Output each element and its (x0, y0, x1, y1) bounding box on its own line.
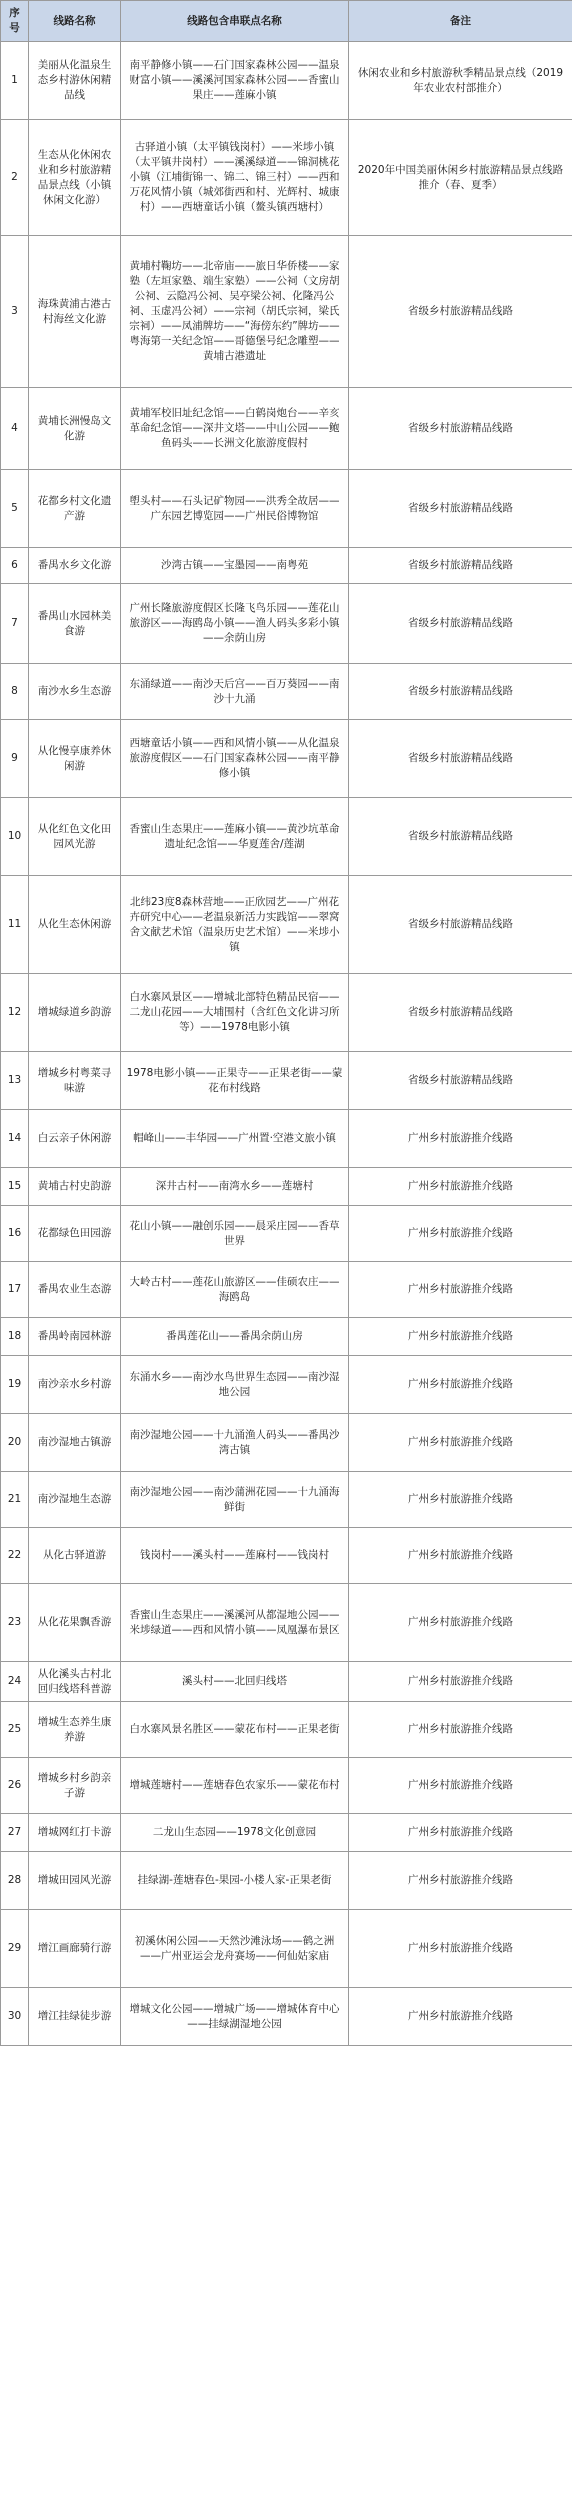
table-row (1, 1318, 572, 1356)
row-number: 21 (1, 1472, 29, 1528)
row-number: 7 (1, 584, 29, 664)
table-row (1, 470, 572, 548)
route-remark: 广州乡村旅游推介线路 (349, 1702, 572, 1758)
header-no: 序号 (1, 1, 29, 42)
row-number: 11 (1, 876, 29, 974)
route-name: 从化慢享康养休闲游 (29, 720, 121, 798)
table-row (1, 798, 572, 876)
table-row (1, 236, 572, 388)
route-remark: 省级乡村旅游精品线路 (349, 974, 572, 1052)
route-nodes: 增城文化公园——增城广场——增城体育中心——挂绿湖湿地公园 (121, 1988, 349, 2046)
route-name: 从化生态休闲游 (29, 876, 121, 974)
route-name: 南沙湿地古镇游 (29, 1414, 121, 1472)
table-row (1, 1758, 572, 1814)
route-nodes: 深井古村——南湾水乡——莲塘村 (121, 1168, 349, 1206)
row-number: 15 (1, 1168, 29, 1206)
route-nodes: 白水寨风景区——增城北部特色精品民宿——二龙山花园——大埔围村（含红色文化讲习所等）——1978电影小镇 (121, 974, 349, 1052)
route-remark: 广州乡村旅游推介线路 (349, 1528, 572, 1584)
header-route-name: 线路名称 (29, 1, 121, 42)
route-nodes: 花山小镇——融创乐园——晨采庄园——香草世界 (121, 1206, 349, 1262)
row-number: 22 (1, 1528, 29, 1584)
row-number: 26 (1, 1758, 29, 1814)
row-number: 19 (1, 1356, 29, 1414)
row-number: 12 (1, 974, 29, 1052)
route-nodes: 东涌水乡——南沙水鸟世界生态园——南沙湿地公园 (121, 1356, 349, 1414)
route-remark: 省级乡村旅游精品线路 (349, 388, 572, 470)
route-remark: 广州乡村旅游推介线路 (349, 1472, 572, 1528)
route-name: 增城生态养生康养游 (29, 1702, 121, 1758)
table-row (1, 876, 572, 974)
route-name: 增江画廊骑行游 (29, 1910, 121, 1988)
row-number: 3 (1, 236, 29, 388)
row-number: 20 (1, 1414, 29, 1472)
route-nodes: 南平静修小镇——石门国家森林公园——温泉财富小镇——溪溪河国家森林公园——香蜜山果庄——莲麻小镇 (121, 42, 349, 120)
route-name: 白云亲子休闲游 (29, 1110, 121, 1168)
route-nodes: 北纬23度8森林营地——正欣园艺——广州花卉研究中心——老温泉新活力实践馆——翠窝舍文献艺术馆（温泉历史艺术馆）——米埗小镇 (121, 876, 349, 974)
route-name: 黄埔古村史韵游 (29, 1168, 121, 1206)
header-nodes: 线路包含串联点名称 (121, 1, 349, 42)
table-row (1, 1052, 572, 1110)
route-nodes: 香蜜山生态果庄——莲麻小镇——黄沙坑革命遗址纪念馆——华夏莲舍/莲湖 (121, 798, 349, 876)
route-name: 番禺山水园林美食游 (29, 584, 121, 664)
route-remark: 省级乡村旅游精品线路 (349, 584, 572, 664)
route-nodes: 南沙湿地公园——南沙蒲洲花园——十九涌海鲜街 (121, 1472, 349, 1528)
route-remark: 省级乡村旅游精品线路 (349, 236, 572, 388)
row-number: 5 (1, 470, 29, 548)
route-name: 增城绿道乡韵游 (29, 974, 121, 1052)
table-row (1, 1852, 572, 1910)
table-row (1, 664, 572, 720)
route-remark: 广州乡村旅游推介线路 (349, 1988, 572, 2046)
row-number: 30 (1, 1988, 29, 2046)
row-number: 10 (1, 798, 29, 876)
route-remark: 广州乡村旅游推介线路 (349, 1758, 572, 1814)
table-row (1, 1662, 572, 1702)
route-name: 生态从化休闲农业和乡村旅游精品景点线（小镇休闲文化游） (29, 120, 121, 236)
table-row (1, 1262, 572, 1318)
route-nodes: 钱岗村——溪头村——莲麻村——钱岗村 (121, 1528, 349, 1584)
table-row (1, 1528, 572, 1584)
row-number: 6 (1, 548, 29, 584)
route-nodes: 西塘童话小镇——西和风情小镇——从化温泉旅游度假区——石门国家森林公园——南平静修小镇 (121, 720, 349, 798)
row-number: 9 (1, 720, 29, 798)
table-body (1, 42, 572, 2046)
table-row (1, 1910, 572, 1988)
route-remark: 广州乡村旅游推介线路 (349, 1910, 572, 1988)
route-nodes: 大岭古村——莲花山旅游区——佳硕农庄——海鸥岛 (121, 1262, 349, 1318)
route-name: 增城田园风光游 (29, 1852, 121, 1910)
route-remark: 休闲农业和乡村旅游秋季精品景点线（2019年农业农村部推介） (349, 42, 572, 120)
route-nodes: 南沙湿地公园——十九涌渔人码头——番禺沙湾古镇 (121, 1414, 349, 1472)
route-remark: 广州乡村旅游推介线路 (349, 1852, 572, 1910)
route-remark: 省级乡村旅游精品线路 (349, 1052, 572, 1110)
table-row (1, 974, 572, 1052)
row-number: 13 (1, 1052, 29, 1110)
row-number: 8 (1, 664, 29, 720)
row-number: 16 (1, 1206, 29, 1262)
route-name: 花都绿色田园游 (29, 1206, 121, 1262)
route-name: 增江挂绿徒步游 (29, 1988, 121, 2046)
route-remark: 省级乡村旅游精品线路 (349, 664, 572, 720)
route-name: 番禺农业生态游 (29, 1262, 121, 1318)
route-name: 番禺岭南园林游 (29, 1318, 121, 1356)
route-nodes: 1978电影小镇——正果寺——正果老街——蒙花布村线路 (121, 1052, 349, 1110)
route-remark: 广州乡村旅游推介线路 (349, 1414, 572, 1472)
route-name: 番禺水乡文化游 (29, 548, 121, 584)
route-nodes: 二龙山生态园——1978文化创意园 (121, 1814, 349, 1852)
route-remark: 省级乡村旅游精品线路 (349, 876, 572, 974)
route-remark: 广州乡村旅游推介线路 (349, 1318, 572, 1356)
route-nodes: 东涌绿道——南沙天后宫——百万葵园——南沙十九涌 (121, 664, 349, 720)
row-number: 4 (1, 388, 29, 470)
route-nodes: 黄埔村鞠坊——北帝庙——旅日华侨楼——家塾（左垣家塾、端生家塾）——公祠（文房胡公祠、云隐冯公祠、吴亭梁公祠、化隆冯公祠、玉虚冯公祠）——宗祠（胡氏宗祠，梁氏宗祠）——凤浦牌坊——“海傍东约”牌坊——粤海第一关纪念馆——哥德堡号纪念雕塑——黄埔古港遗址 (121, 236, 349, 388)
route-remark: 广州乡村旅游推介线路 (349, 1814, 572, 1852)
table-row (1, 1168, 572, 1206)
row-number: 1 (1, 42, 29, 120)
table-row (1, 1584, 572, 1662)
row-number: 27 (1, 1814, 29, 1852)
route-nodes: 白水寨风景名胜区——蒙花布村——正果老街 (121, 1702, 349, 1758)
table-row (1, 388, 572, 470)
row-number: 2 (1, 120, 29, 236)
route-name: 从化古驿道游 (29, 1528, 121, 1584)
row-number: 14 (1, 1110, 29, 1168)
route-remark: 广州乡村旅游推介线路 (349, 1262, 572, 1318)
row-number: 24 (1, 1662, 29, 1702)
route-nodes: 古驿道小镇（太平镇钱岗村）——米埗小镇（太平镇井岗村）——溪溪绿道——锦洞桃花小镇（江埔街锦一、锦二、锦三村）——西和万花风情小镇（城郊街西和村、光辉村、城康村）——西塘童话小镇（鳌头镇西塘村） (121, 120, 349, 236)
table-row (1, 1814, 572, 1852)
route-name: 增城乡村粤菜寻味游 (29, 1052, 121, 1110)
row-number: 23 (1, 1584, 29, 1662)
route-nodes: 挂绿湖-莲塘春色-果园-小楼人家-正果老街 (121, 1852, 349, 1910)
route-remark: 广州乡村旅游推介线路 (349, 1662, 572, 1702)
route-name: 美丽从化温泉生态乡村游休闲精品线 (29, 42, 121, 120)
route-name: 从化溪头古村北回归线塔科普游 (29, 1662, 121, 1702)
route-nodes: 香蜜山生态果庄——溪溪河从都湿地公园——米埗绿道——西和风情小镇——凤凰瀑布景区 (121, 1584, 349, 1662)
route-nodes: 番禺莲花山——番禺余荫山房 (121, 1318, 349, 1356)
route-nodes: 塱头村——石头记矿物园——洪秀全故居——广东园艺博览园——广州民俗博物馆 (121, 470, 349, 548)
row-number: 25 (1, 1702, 29, 1758)
route-name: 增城网红打卡游 (29, 1814, 121, 1852)
route-nodes: 黄埔军校旧址纪念馆——白鹤岗炮台——辛亥革命纪念馆——深井文塔——中山公园——鲍鱼码头——长洲文化旅游度假村 (121, 388, 349, 470)
route-nodes: 增城莲塘村——莲塘春色农家乐——蒙花布村 (121, 1758, 349, 1814)
route-name: 增城乡村乡韵亲子游 (29, 1758, 121, 1814)
table-row (1, 1206, 572, 1262)
table-row (1, 1702, 572, 1758)
route-remark: 2020年中国美丽休闲乡村旅游精品景点线路推介（春、夏季） (349, 120, 572, 236)
route-remark: 省级乡村旅游精品线路 (349, 720, 572, 798)
row-number: 29 (1, 1910, 29, 1988)
table-row (1, 1414, 572, 1472)
header-row (1, 1, 572, 42)
row-number: 28 (1, 1852, 29, 1910)
header-remark: 备注 (349, 1, 572, 42)
route-nodes: 广州长隆旅游度假区长隆飞鸟乐园——莲花山旅游区——海鸥岛小镇——渔人码头多彩小镇——余荫山房 (121, 584, 349, 664)
route-remark: 广州乡村旅游推介线路 (349, 1110, 572, 1168)
route-name: 从化红色文化田园风光游 (29, 798, 121, 876)
route-remark: 省级乡村旅游精品线路 (349, 548, 572, 584)
table-row (1, 1988, 572, 2046)
route-remark: 省级乡村旅游精品线路 (349, 470, 572, 548)
route-name: 南沙湿地生态游 (29, 1472, 121, 1528)
route-remark: 广州乡村旅游推介线路 (349, 1206, 572, 1262)
route-remark: 广州乡村旅游推介线路 (349, 1356, 572, 1414)
route-name: 海珠黄浦古港古村海丝文化游 (29, 236, 121, 388)
row-number: 18 (1, 1318, 29, 1356)
route-nodes: 溪头村——北回归线塔 (121, 1662, 349, 1702)
route-remark: 省级乡村旅游精品线路 (349, 798, 572, 876)
table-row (1, 120, 572, 236)
route-nodes: 沙湾古镇——宝墨园——南粤苑 (121, 548, 349, 584)
route-name: 南沙亲水乡村游 (29, 1356, 121, 1414)
route-name: 从化花果飘香游 (29, 1584, 121, 1662)
route-name: 南沙水乡生态游 (29, 664, 121, 720)
table-row (1, 1356, 572, 1414)
route-name: 花都乡村文化遗产游 (29, 470, 121, 548)
route-nodes: 初溪休闲公园——天然沙滩泳场——鹤之洲——广州亚运会龙舟赛场——何仙姑家庙 (121, 1910, 349, 1988)
route-name: 黄埔长洲慢岛文化游 (29, 388, 121, 470)
table-row (1, 584, 572, 664)
route-remark: 广州乡村旅游推介线路 (349, 1584, 572, 1662)
table-row (1, 720, 572, 798)
row-number: 17 (1, 1262, 29, 1318)
table-row (1, 1472, 572, 1528)
table-row (1, 548, 572, 584)
route-nodes: 帽峰山——丰华园——广州置·空港文旅小镇 (121, 1110, 349, 1168)
table-row (1, 42, 572, 120)
table-row (1, 1110, 572, 1168)
route-remark: 广州乡村旅游推介线路 (349, 1168, 572, 1206)
